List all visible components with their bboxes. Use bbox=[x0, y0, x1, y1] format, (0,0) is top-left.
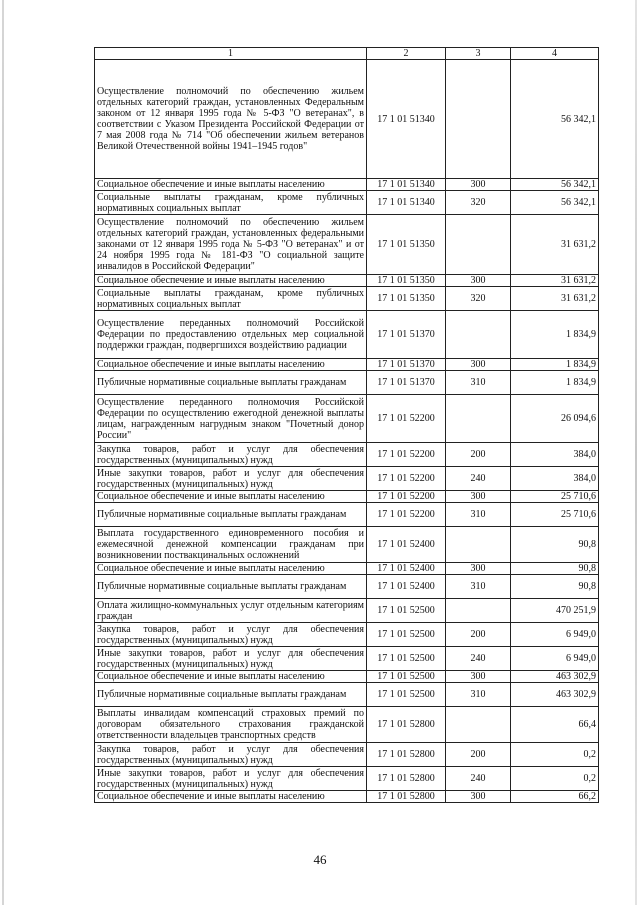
table-row bbox=[95, 467, 599, 491]
header-col-2: 2 bbox=[367, 48, 446, 60]
row-amount-cell: 31 631,2 bbox=[511, 275, 599, 287]
row-code-cell: 17 1 01 52200 bbox=[367, 443, 446, 467]
row-name-cell: Выплата государственного единовременного пособия и ежемесячной денежной компенсации гражданам при возникновении поствакцинальных осложнений bbox=[95, 527, 367, 563]
table-row bbox=[95, 275, 599, 287]
row-expense-type-cell: 300 bbox=[446, 275, 511, 287]
row-amount-cell: 56 342,1 bbox=[511, 179, 599, 191]
table-header-row bbox=[95, 48, 599, 60]
row-expense-type-cell: 310 bbox=[446, 503, 511, 527]
row-code-cell: 17 1 01 52400 bbox=[367, 527, 446, 563]
row-name-cell: Социальные выплаты гражданам, кроме публичных нормативных социальных выплат bbox=[95, 287, 367, 311]
table-row bbox=[95, 623, 599, 647]
row-expense-type-cell bbox=[446, 395, 511, 443]
table-row bbox=[95, 311, 599, 359]
row-name-cell: Иные закупки товаров, работ и услуг для обеспечения государственных (муниципальных) нужд bbox=[95, 467, 367, 491]
row-expense-type-cell: 240 bbox=[446, 647, 511, 671]
row-code-cell: 17 1 01 51350 bbox=[367, 275, 446, 287]
row-expense-type-cell bbox=[446, 599, 511, 623]
table-row bbox=[95, 491, 599, 503]
row-expense-type-cell: 300 bbox=[446, 359, 511, 371]
header-col-3: 3 bbox=[446, 48, 511, 60]
row-amount-cell: 384,0 bbox=[511, 467, 599, 491]
row-code-cell: 17 1 01 51370 bbox=[367, 311, 446, 359]
row-code-cell: 17 1 01 52400 bbox=[367, 575, 446, 599]
row-code-cell: 17 1 01 52800 bbox=[367, 767, 446, 791]
row-name-cell: Социальное обеспечение и иные выплаты населению bbox=[95, 359, 367, 371]
table-row bbox=[95, 599, 599, 623]
row-amount-cell: 56 342,1 bbox=[511, 191, 599, 215]
row-code-cell: 17 1 01 52500 bbox=[367, 671, 446, 683]
row-amount-cell: 26 094,6 bbox=[511, 395, 599, 443]
row-code-cell: 17 1 01 52800 bbox=[367, 743, 446, 767]
table-row bbox=[95, 191, 599, 215]
row-amount-cell: 66,4 bbox=[511, 707, 599, 743]
row-expense-type-cell: 240 bbox=[446, 467, 511, 491]
table-body bbox=[95, 60, 599, 803]
row-name-cell: Закупка товаров, работ и услуг для обеспечения государственных (муниципальных) нужд bbox=[95, 443, 367, 467]
row-name-cell: Публичные нормативные социальные выплаты гражданам bbox=[95, 683, 367, 707]
table-row bbox=[95, 359, 599, 371]
row-amount-cell: 66,2 bbox=[511, 791, 599, 803]
table-row bbox=[95, 395, 599, 443]
row-amount-cell: 470 251,9 bbox=[511, 599, 599, 623]
table-row bbox=[95, 671, 599, 683]
header-col-4: 4 bbox=[511, 48, 599, 60]
row-expense-type-cell: 200 bbox=[446, 743, 511, 767]
row-code-cell: 17 1 01 51350 bbox=[367, 287, 446, 311]
row-expense-type-cell: 320 bbox=[446, 287, 511, 311]
row-amount-cell: 90,8 bbox=[511, 575, 599, 599]
row-code-cell: 17 1 01 52500 bbox=[367, 599, 446, 623]
row-code-cell: 17 1 01 51340 bbox=[367, 60, 446, 179]
table-row bbox=[95, 767, 599, 791]
row-expense-type-cell bbox=[446, 527, 511, 563]
row-expense-type-cell: 310 bbox=[446, 575, 511, 599]
row-code-cell: 17 1 01 51370 bbox=[367, 359, 446, 371]
budget-table bbox=[94, 47, 599, 803]
row-amount-cell: 90,8 bbox=[511, 527, 599, 563]
row-name-cell: Иные закупки товаров, работ и услуг для обеспечения государственных (муниципальных) нужд bbox=[95, 767, 367, 791]
table-row bbox=[95, 563, 599, 575]
row-code-cell: 17 1 01 52200 bbox=[367, 503, 446, 527]
table-row bbox=[95, 683, 599, 707]
table-row bbox=[95, 443, 599, 467]
row-amount-cell: 6 949,0 bbox=[511, 647, 599, 671]
row-name-cell: Закупка товаров, работ и услуг для обеспечения государственных (муниципальных) нужд bbox=[95, 623, 367, 647]
row-amount-cell: 1 834,9 bbox=[511, 359, 599, 371]
table-row bbox=[95, 60, 599, 179]
row-code-cell: 17 1 01 51350 bbox=[367, 215, 446, 275]
row-code-cell: 17 1 01 52200 bbox=[367, 467, 446, 491]
row-expense-type-cell: 200 bbox=[446, 443, 511, 467]
table-row bbox=[95, 791, 599, 803]
row-name-cell: Социальное обеспечение и иные выплаты населению bbox=[95, 491, 367, 503]
row-amount-cell: 463 302,9 bbox=[511, 683, 599, 707]
table-row bbox=[95, 647, 599, 671]
row-expense-type-cell: 200 bbox=[446, 623, 511, 647]
row-name-cell: Социальное обеспечение и иные выплаты населению bbox=[95, 791, 367, 803]
row-code-cell: 17 1 01 51340 bbox=[367, 179, 446, 191]
row-code-cell: 17 1 01 52200 bbox=[367, 395, 446, 443]
row-expense-type-cell bbox=[446, 60, 511, 179]
row-name-cell: Иные закупки товаров, работ и услуг для обеспечения государственных (муниципальных) нужд bbox=[95, 647, 367, 671]
row-name-cell: Социальное обеспечение и иные выплаты населению bbox=[95, 275, 367, 287]
row-amount-cell: 1 834,9 bbox=[511, 371, 599, 395]
header-col-1: 1 bbox=[95, 48, 367, 60]
row-expense-type-cell: 300 bbox=[446, 671, 511, 683]
row-expense-type-cell: 300 bbox=[446, 179, 511, 191]
row-amount-cell: 463 302,9 bbox=[511, 671, 599, 683]
row-expense-type-cell: 300 bbox=[446, 491, 511, 503]
table-row bbox=[95, 371, 599, 395]
row-amount-cell: 384,0 bbox=[511, 443, 599, 467]
row-amount-cell: 25 710,6 bbox=[511, 491, 599, 503]
row-expense-type-cell bbox=[446, 707, 511, 743]
row-name-cell: Осуществление переданных полномочий Российской Федерации по предоставлению отдельных мер социальной поддержки граждан, подвергшихся воздействию радиации bbox=[95, 311, 367, 359]
row-code-cell: 17 1 01 52500 bbox=[367, 683, 446, 707]
table-row bbox=[95, 503, 599, 527]
row-code-cell: 17 1 01 52800 bbox=[367, 791, 446, 803]
row-code-cell: 17 1 01 52800 bbox=[367, 707, 446, 743]
table-row bbox=[95, 287, 599, 311]
row-code-cell: 17 1 01 51340 bbox=[367, 191, 446, 215]
row-expense-type-cell: 300 bbox=[446, 563, 511, 575]
row-code-cell: 17 1 01 52200 bbox=[367, 491, 446, 503]
row-name-cell: Публичные нормативные социальные выплаты гражданам bbox=[95, 575, 367, 599]
row-code-cell: 17 1 01 51370 bbox=[367, 371, 446, 395]
row-expense-type-cell: 300 bbox=[446, 791, 511, 803]
row-amount-cell: 31 631,2 bbox=[511, 215, 599, 275]
row-name-cell: Оплата жилищно-коммунальных услуг отдельным категориям граждан bbox=[95, 599, 367, 623]
row-name-cell: Публичные нормативные социальные выплаты гражданам bbox=[95, 503, 367, 527]
row-code-cell: 17 1 01 52500 bbox=[367, 647, 446, 671]
row-expense-type-cell: 320 bbox=[446, 191, 511, 215]
row-code-cell: 17 1 01 52500 bbox=[367, 623, 446, 647]
table-row bbox=[95, 527, 599, 563]
table-row bbox=[95, 575, 599, 599]
row-expense-type-cell bbox=[446, 215, 511, 275]
row-amount-cell: 0,2 bbox=[511, 767, 599, 791]
table-row bbox=[95, 179, 599, 191]
table-row bbox=[95, 215, 599, 275]
row-expense-type-cell: 310 bbox=[446, 371, 511, 395]
scan-edge-right bbox=[635, 0, 637, 905]
row-amount-cell: 90,8 bbox=[511, 563, 599, 575]
row-amount-cell: 25 710,6 bbox=[511, 503, 599, 527]
row-name-cell: Социальное обеспечение и иные выплаты населению bbox=[95, 179, 367, 191]
row-code-cell: 17 1 01 52400 bbox=[367, 563, 446, 575]
row-expense-type-cell: 240 bbox=[446, 767, 511, 791]
row-amount-cell: 1 834,9 bbox=[511, 311, 599, 359]
row-name-cell: Осуществление полномочий по обеспечению жильем отдельных категорий граждан, установленных Федеральным законом от 12 января 1995 года № 5-ФЗ "О ветеранах", в соответствии с Указом Президента Российской Федерации от 7 мая 2008 года № 714 "Об обеспечении жильем ветеранов Великой Отечественной войны 1941–1945 годов" bbox=[95, 60, 367, 179]
row-name-cell: Выплаты инвалидам компенсаций страховых премий по договорам обязательного страхования гражданской ответственности владельцев транспортных средств bbox=[95, 707, 367, 743]
row-name-cell: Осуществление полномочий по обеспечению жильем отдельных категорий граждан, установленных федеральными законами от 12 января 1995 года № 5-ФЗ "О ветеранах" и от 24 ноября 1995 года № 181-ФЗ "О социальной защите инвалидов в Российской Федерации" bbox=[95, 215, 367, 275]
table-row bbox=[95, 707, 599, 743]
row-amount-cell: 0,2 bbox=[511, 743, 599, 767]
row-expense-type-cell: 310 bbox=[446, 683, 511, 707]
row-name-cell: Закупка товаров, работ и услуг для обеспечения государственных (муниципальных) нужд bbox=[95, 743, 367, 767]
row-name-cell: Публичные нормативные социальные выплаты гражданам bbox=[95, 371, 367, 395]
row-name-cell: Социальные выплаты гражданам, кроме публичных нормативных социальных выплат bbox=[95, 191, 367, 215]
row-amount-cell: 31 631,2 bbox=[511, 287, 599, 311]
row-amount-cell: 6 949,0 bbox=[511, 623, 599, 647]
row-name-cell: Социальное обеспечение и иные выплаты населению bbox=[95, 671, 367, 683]
row-name-cell: Социальное обеспечение и иные выплаты населению bbox=[95, 563, 367, 575]
page-number: 46 bbox=[313, 852, 327, 867]
table-row bbox=[95, 743, 599, 767]
scan-edge-left bbox=[2, 0, 4, 905]
row-name-cell: Осуществление переданного полномочия Российской Федерации по осуществлению ежегодной денежной выплаты лицам, награжденным нагрудным знаком "Почетный донор России" bbox=[95, 395, 367, 443]
row-expense-type-cell bbox=[446, 311, 511, 359]
row-amount-cell: 56 342,1 bbox=[511, 60, 599, 179]
